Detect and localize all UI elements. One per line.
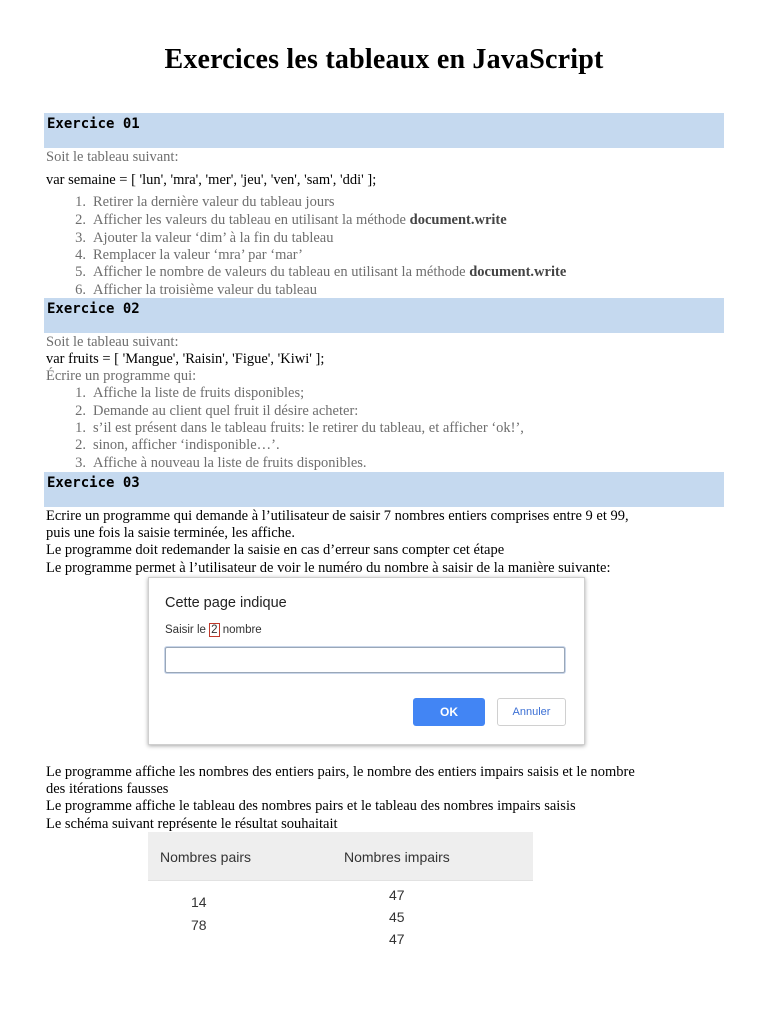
result-table xyxy=(148,832,533,957)
exercise-3-text: Ecrire un programme qui demande à l’utilisateur de saisir 7 nombres entiers comprises entre 9 et 99, xyxy=(46,508,629,524)
exercise-1-code: var semaine = [ 'lun', 'mra', 'mer', 'jeu', 'ven', 'sam', 'ddi' ]; xyxy=(46,172,377,188)
pair-value: 78 xyxy=(191,917,207,933)
exercise-3-text: Le programme affiche le tableau des nombres pairs et le tableau des nombres impairs saisis xyxy=(46,798,576,814)
dialog-input[interactable] xyxy=(165,647,565,673)
exercise-3-text: des itérations fausses xyxy=(46,781,169,797)
header-nombres-pairs: Nombres pairs xyxy=(160,849,252,865)
exercise-3-text: Le programme affiche les nombres des entiers pairs, le nombre des entiers impairs saisis et le nombre xyxy=(46,764,635,780)
exercise-2-intro2: Écrire un programme qui: xyxy=(46,368,197,384)
exercise-2-intro: Soit le tableau suivant: xyxy=(46,334,179,350)
exercise-3-text: puis une fois la saisie terminée, les affiche. xyxy=(46,525,295,541)
highlighted-number: 2 xyxy=(211,624,218,636)
impair-value: 47 xyxy=(389,931,405,947)
header-nombres-impairs: Nombres impairs xyxy=(344,849,450,865)
impair-value: 47 xyxy=(389,887,405,903)
exercise-3-header xyxy=(44,472,724,507)
exercise-1-intro: Soit le tableau suivant: xyxy=(46,149,179,165)
page-title: Exercices les tableaux en JavaScript xyxy=(164,44,604,75)
pair-value: 14 xyxy=(191,894,207,910)
dialog-title: Cette page indique xyxy=(165,595,287,611)
exercise-3-title: Exercice 03 xyxy=(47,475,140,491)
ok-button[interactable]: OK xyxy=(413,698,485,726)
impair-value: 45 xyxy=(389,909,405,925)
exercise-2-header xyxy=(44,298,724,333)
dialog-message: Saisir le 2 nombre xyxy=(165,624,262,636)
exercise-2-title: Exercice 02 xyxy=(47,301,140,317)
exercise-1-header xyxy=(44,113,724,148)
table-header-row xyxy=(148,832,533,881)
exercise-3-text: Le programme permet à l’utilisateur de voir le numéro du nombre à saisir de la manière suivante: xyxy=(46,560,611,576)
exercise-1-title: Exercice 01 xyxy=(47,116,140,132)
prompt-dialog xyxy=(148,577,585,745)
exercise-3-text: Le programme doit redemander la saisie en cas d’erreur sans compter cet étape xyxy=(46,542,505,558)
exercise-3-text: Le schéma suivant représente le résultat souhaitait xyxy=(46,816,338,832)
cancel-button[interactable]: Annuler xyxy=(497,698,566,726)
exercise-2-code: var fruits = [ 'Mangue', 'Raisin', 'Figue', 'Kiwi' ]; xyxy=(46,351,325,367)
